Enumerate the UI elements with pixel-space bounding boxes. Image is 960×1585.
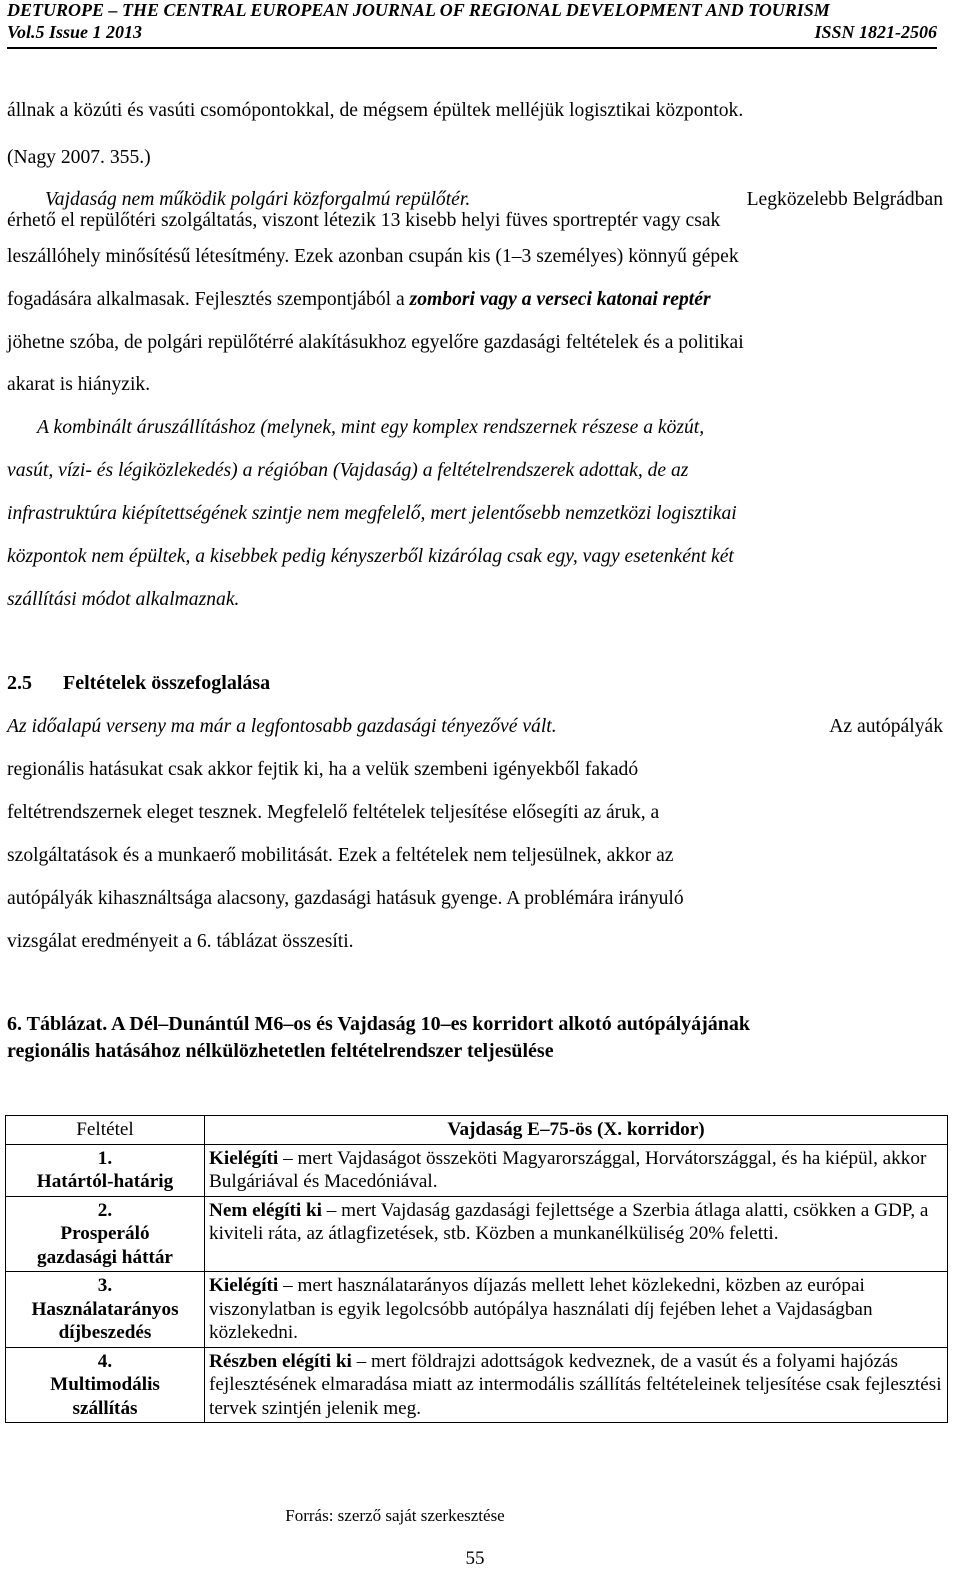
table-row: [6, 1347, 948, 1423]
paragraph-4-line-1: [7, 715, 943, 739]
assessment-cell: [205, 1272, 948, 1348]
condition-label-cont: szállítás: [72, 1397, 138, 1419]
section-heading: [7, 672, 270, 695]
paragraph-3-line-2: vasút, vízi- és légiközlekedés) a régióban (Vajdaság) a feltételrendszerek adottak, de az: [7, 460, 689, 481]
table-header-row: [6, 1116, 948, 1145]
condition-cell: [6, 1144, 205, 1196]
paragraph-2-line-3: leszállóhely minősítésű létesítmény. Ezek azonban csupán kis (1–3 személyes) könnyű gépek: [7, 246, 739, 267]
italic-phrase: Az időalapú verseny ma már a legfontosabb gazdasági tényezővé vált.: [7, 716, 557, 737]
condition-number: 3.: [97, 1275, 113, 1296]
page-number-text: 55: [465, 1548, 485, 1569]
text-run: fogadására alkalmasak. Fejlesztés szempontjából a: [7, 289, 405, 310]
section-title: Feltételek összefoglalása: [63, 672, 271, 694]
paragraph-2-line-2: érhető el repülőtéri szolgáltatás, viszont létezik 13 kisebb helyi füves sportreptér vagy csak: [7, 210, 721, 231]
paragraph-3-line-1: A kombinált áruszállításhoz (melynek, mint egy komplex rendszernek részese a közút,: [37, 417, 705, 438]
condition-label-cont: díjbeszedés: [58, 1322, 152, 1343]
table-row: [6, 1272, 948, 1348]
source-text: Forrás: szerző saját szerkesztése: [285, 1506, 505, 1525]
paragraph-2-line-6: akarat is hiányzik.: [7, 374, 151, 395]
table-caption-line-2: regionális hatásához nélkülözhetetlen feltételrendszer teljesülése: [7, 1040, 554, 1062]
italic-phrase: Vajdaság nem működik polgári közforgalmú repülőtér.: [45, 189, 471, 210]
volume-issue: Vol.5 Issue 1 2013: [7, 22, 143, 42]
paragraph-4-line-4: szolgáltatások és a munkaerő mobilitását. Ezek a feltételek nem teljesülnek, akkor az: [7, 845, 674, 866]
verdict: Nem elégíti ki: [209, 1199, 322, 1221]
conditions-table: [5, 1115, 948, 1423]
assessment-cell: [205, 1196, 948, 1272]
column-header-vajdasag: Vajdaság E–75-ös (X. korridor): [205, 1116, 948, 1145]
page-number: [0, 1548, 960, 1570]
condition-cell: [6, 1272, 205, 1348]
paragraph-4-line-5: autópályák kihasználtsága alacsony, gazdasági hatásuk gyenge. A problémára irányuló: [7, 888, 684, 909]
table-source: [0, 1506, 960, 1526]
condition-label: Prosperáló: [60, 1223, 150, 1244]
assessment-cell: [205, 1347, 948, 1423]
paragraph-1-line-1: állnak a közúti és vasúti csomópontokkal, de mégsem épültek melléjük logisztikai központok.: [7, 100, 744, 121]
section-number: 2.5: [7, 672, 32, 694]
paragraph-3-line-4: központok nem épültek, a kisebbek pedig kényszerből kizárólag csak egy, vagy esetenként két: [7, 546, 734, 567]
assessment-cell: [205, 1144, 948, 1196]
paragraph-2-line-5: jöhetne szóba, de polgári repülőtérré alakításukhoz egyelőre gazdasági feltételek és a politikai: [7, 332, 744, 353]
paragraph-2-line-4: [7, 288, 943, 312]
paragraph-4-line-2: regionális hatásukat csak akkor fejtik ki, ha a velük szembeni igényekből fakadó: [7, 759, 639, 780]
condition-number: 4.: [97, 1350, 113, 1372]
paragraph-1-line-2: (Nagy 2007. 355.): [7, 147, 151, 168]
verdict: Kielégíti: [209, 1275, 279, 1296]
issn: ISSN 1821-2506: [814, 22, 937, 42]
issue-line: [7, 22, 937, 42]
assessment-text: – mert használatarányos díjazás mellett lehet közlekedni, közben az európai viszonylatban is egyik legolcsóbb autópálya használati díj fejében lehet a Vajdaságban közlekedni.: [209, 1275, 873, 1343]
paragraph-4-line-6: vizsgálat eredményeit a 6. táblázat összesíti.: [7, 931, 354, 952]
assessment-text: – mert Vajdaságot összeköti Magyarországgal, Horvátországgal, és ha kiépül, akkor Bulgáriával és Macedóniával.: [209, 1147, 927, 1192]
paragraph-3-line-3: infrastruktúra kiépítettségének szintje nem megfelelő, mert jelentősebb nemzetközi logisztikai: [7, 503, 737, 524]
bold-italic-phrase: zombori vagy a verseci katonai reptér: [409, 289, 711, 310]
table-caption-line-1: 6. Táblázat. A Dél–Dunántúl M6–os és Vajdaság 10–es korridort alkotó autópályájának: [7, 1013, 751, 1035]
text-run: Az autópályák: [829, 716, 943, 737]
condition-cell: [6, 1196, 205, 1272]
assessment-text: – mert földrajzi adottságok kedveznek, de a vasút és a folyami hajózás fejlesztésének elmaradása miatt az intermodális szállítás feltételeinek teljesítése csak fejlesztési tervek szintjén jelenik meg.: [209, 1350, 942, 1419]
verdict: Kielégíti: [209, 1147, 279, 1169]
paragraph-3-line-5: szállítási módot alkalmaznak.: [7, 589, 240, 610]
condition-number: 2.: [97, 1199, 113, 1221]
header-rule: [7, 47, 937, 49]
condition-label: Multimodális: [50, 1374, 160, 1395]
condition-number: 1.: [97, 1147, 113, 1169]
journal-title: DETUROPE – THE CENTRAL EUROPEAN JOURNAL OF REGIONAL DEVELOPMENT AND TOURISM: [7, 0, 830, 20]
text-run: Legközelebb Belgrádban: [746, 189, 943, 210]
verdict: Részben elégíti ki: [209, 1350, 352, 1372]
table-row: [6, 1196, 948, 1272]
assessment-text: – mert Vajdaság gazdasági fejlettsége a Szerbia átlaga alatti, csökken a GDP, a kiviteli ráta, az átlagfizetések, stb. Közben a munkanélküliség 20% feletti.: [209, 1199, 929, 1244]
condition-cell: [6, 1347, 205, 1423]
column-header-condition: Feltétel: [6, 1116, 205, 1145]
condition-label: Használatarányos: [31, 1298, 179, 1320]
condition-label-cont: gazdasági háttár: [37, 1246, 173, 1268]
table-row: [6, 1144, 948, 1196]
condition-label: Határtól-határig: [36, 1171, 174, 1192]
paragraph-4-line-3: feltétrendszernek eleget tesznek. Megfelelő feltételek teljesítése elősegíti az áruk, a: [7, 802, 660, 823]
